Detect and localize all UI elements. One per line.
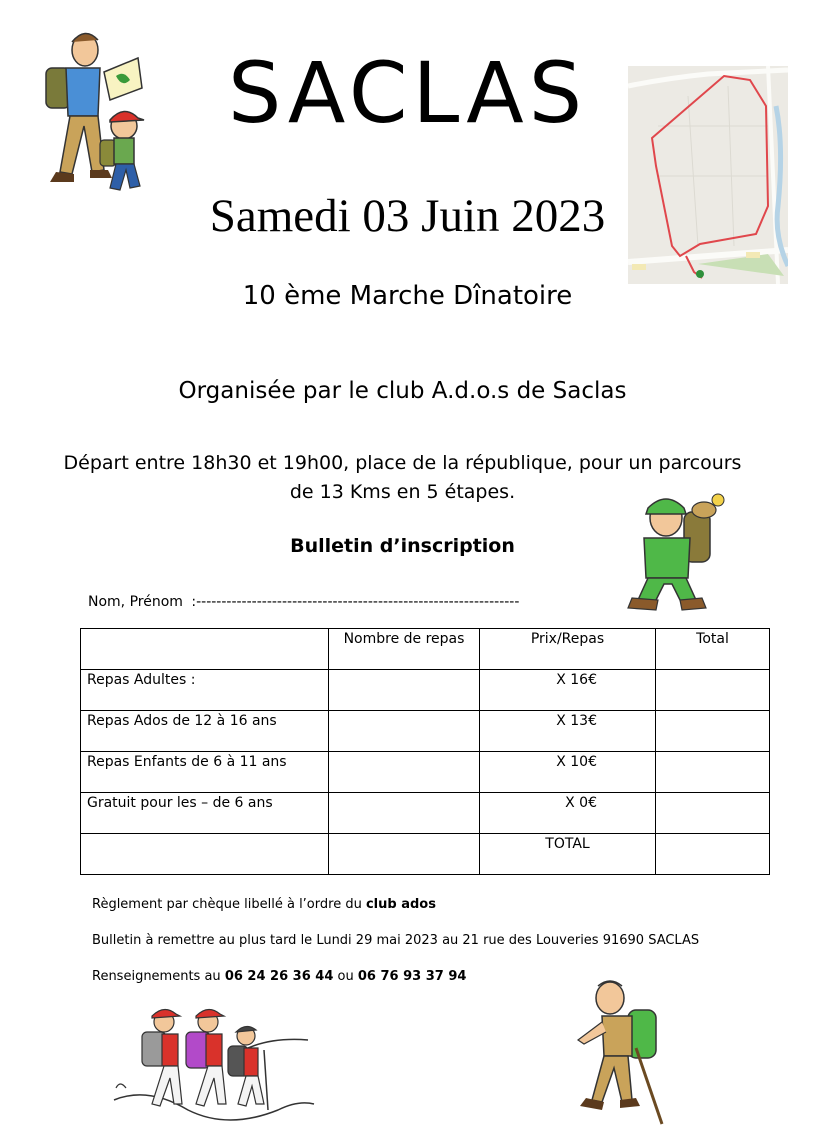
count-cell[interactable]	[329, 670, 480, 711]
empty-cell	[81, 834, 329, 875]
name-field[interactable]	[88, 592, 519, 612]
total-cell[interactable]	[656, 752, 770, 793]
payment-note	[92, 896, 436, 914]
registration-table	[80, 628, 770, 875]
payment-prefix: Règlement par chèque libellé à l’ordre du	[92, 897, 362, 912]
page-title: SACLAS	[227, 44, 588, 142]
table-total-row	[81, 834, 770, 875]
price-cell: X 10€	[480, 752, 656, 793]
total-cell[interactable]	[656, 793, 770, 834]
info-or: ou	[337, 969, 354, 984]
row-label: Gratuit pour les – de 6 ans	[81, 793, 329, 834]
departure-text	[0, 449, 805, 507]
grand-total-cell[interactable]	[656, 834, 770, 875]
price-cell: X 0€	[480, 793, 656, 834]
row-label: Repas Adultes :	[81, 670, 329, 711]
form-heading: Bulletin d’inscription	[290, 535, 515, 557]
payment-club: club ados	[365, 897, 436, 912]
table-header-row	[81, 629, 770, 670]
departure-line-1: Départ entre 18h30 et 19h00, place de la république, pour un parcours	[63, 452, 742, 474]
table-row	[81, 711, 770, 752]
departure-line-2: de 13 Kms en 5 étapes.	[289, 481, 516, 503]
hiking-group-illustration-icon	[108, 1000, 318, 1135]
total-cell[interactable]	[656, 711, 770, 752]
header-cell-label	[81, 629, 329, 670]
info-note	[92, 968, 466, 986]
name-dots: :----------------------------------------------------------------	[191, 594, 520, 610]
event-subtitle: 10 ème Marche Dînatoire	[242, 281, 573, 311]
price-cell: X 16€	[480, 670, 656, 711]
row-label: Repas Ados de 12 à 16 ans	[81, 711, 329, 752]
price-cell: X 13€	[480, 711, 656, 752]
empty-cell	[329, 834, 480, 875]
count-cell[interactable]	[329, 752, 480, 793]
header-cell-total: Total	[656, 629, 770, 670]
return-note: Bulletin à remettre au plus tard le Lundi 29 mai 2023 au 21 rue des Louveries 91690 SACLAS	[92, 933, 700, 948]
phone-1: 06 24 26 36 44	[224, 969, 334, 984]
table-row	[81, 793, 770, 834]
count-cell[interactable]	[329, 793, 480, 834]
total-label: TOTAL	[480, 834, 656, 875]
name-label: Nom, Prénom	[88, 594, 183, 610]
event-date: Samedi 03 Juin 2023	[209, 190, 606, 242]
info-prefix: Renseignements au	[92, 969, 221, 984]
table-row	[81, 670, 770, 711]
organizer-text: Organisée par le club A.d.o.s de Saclas	[178, 378, 627, 404]
header-cell-price: Prix/Repas	[480, 629, 656, 670]
count-cell[interactable]	[329, 711, 480, 752]
total-cell[interactable]	[656, 670, 770, 711]
row-label: Repas Enfants de 6 à 11 ans	[81, 752, 329, 793]
table-row	[81, 752, 770, 793]
phone-2: 06 76 93 37 94	[357, 969, 467, 984]
header-cell-count: Nombre de repas	[329, 629, 480, 670]
hiker-stick-illustration-icon	[566, 978, 666, 1128]
